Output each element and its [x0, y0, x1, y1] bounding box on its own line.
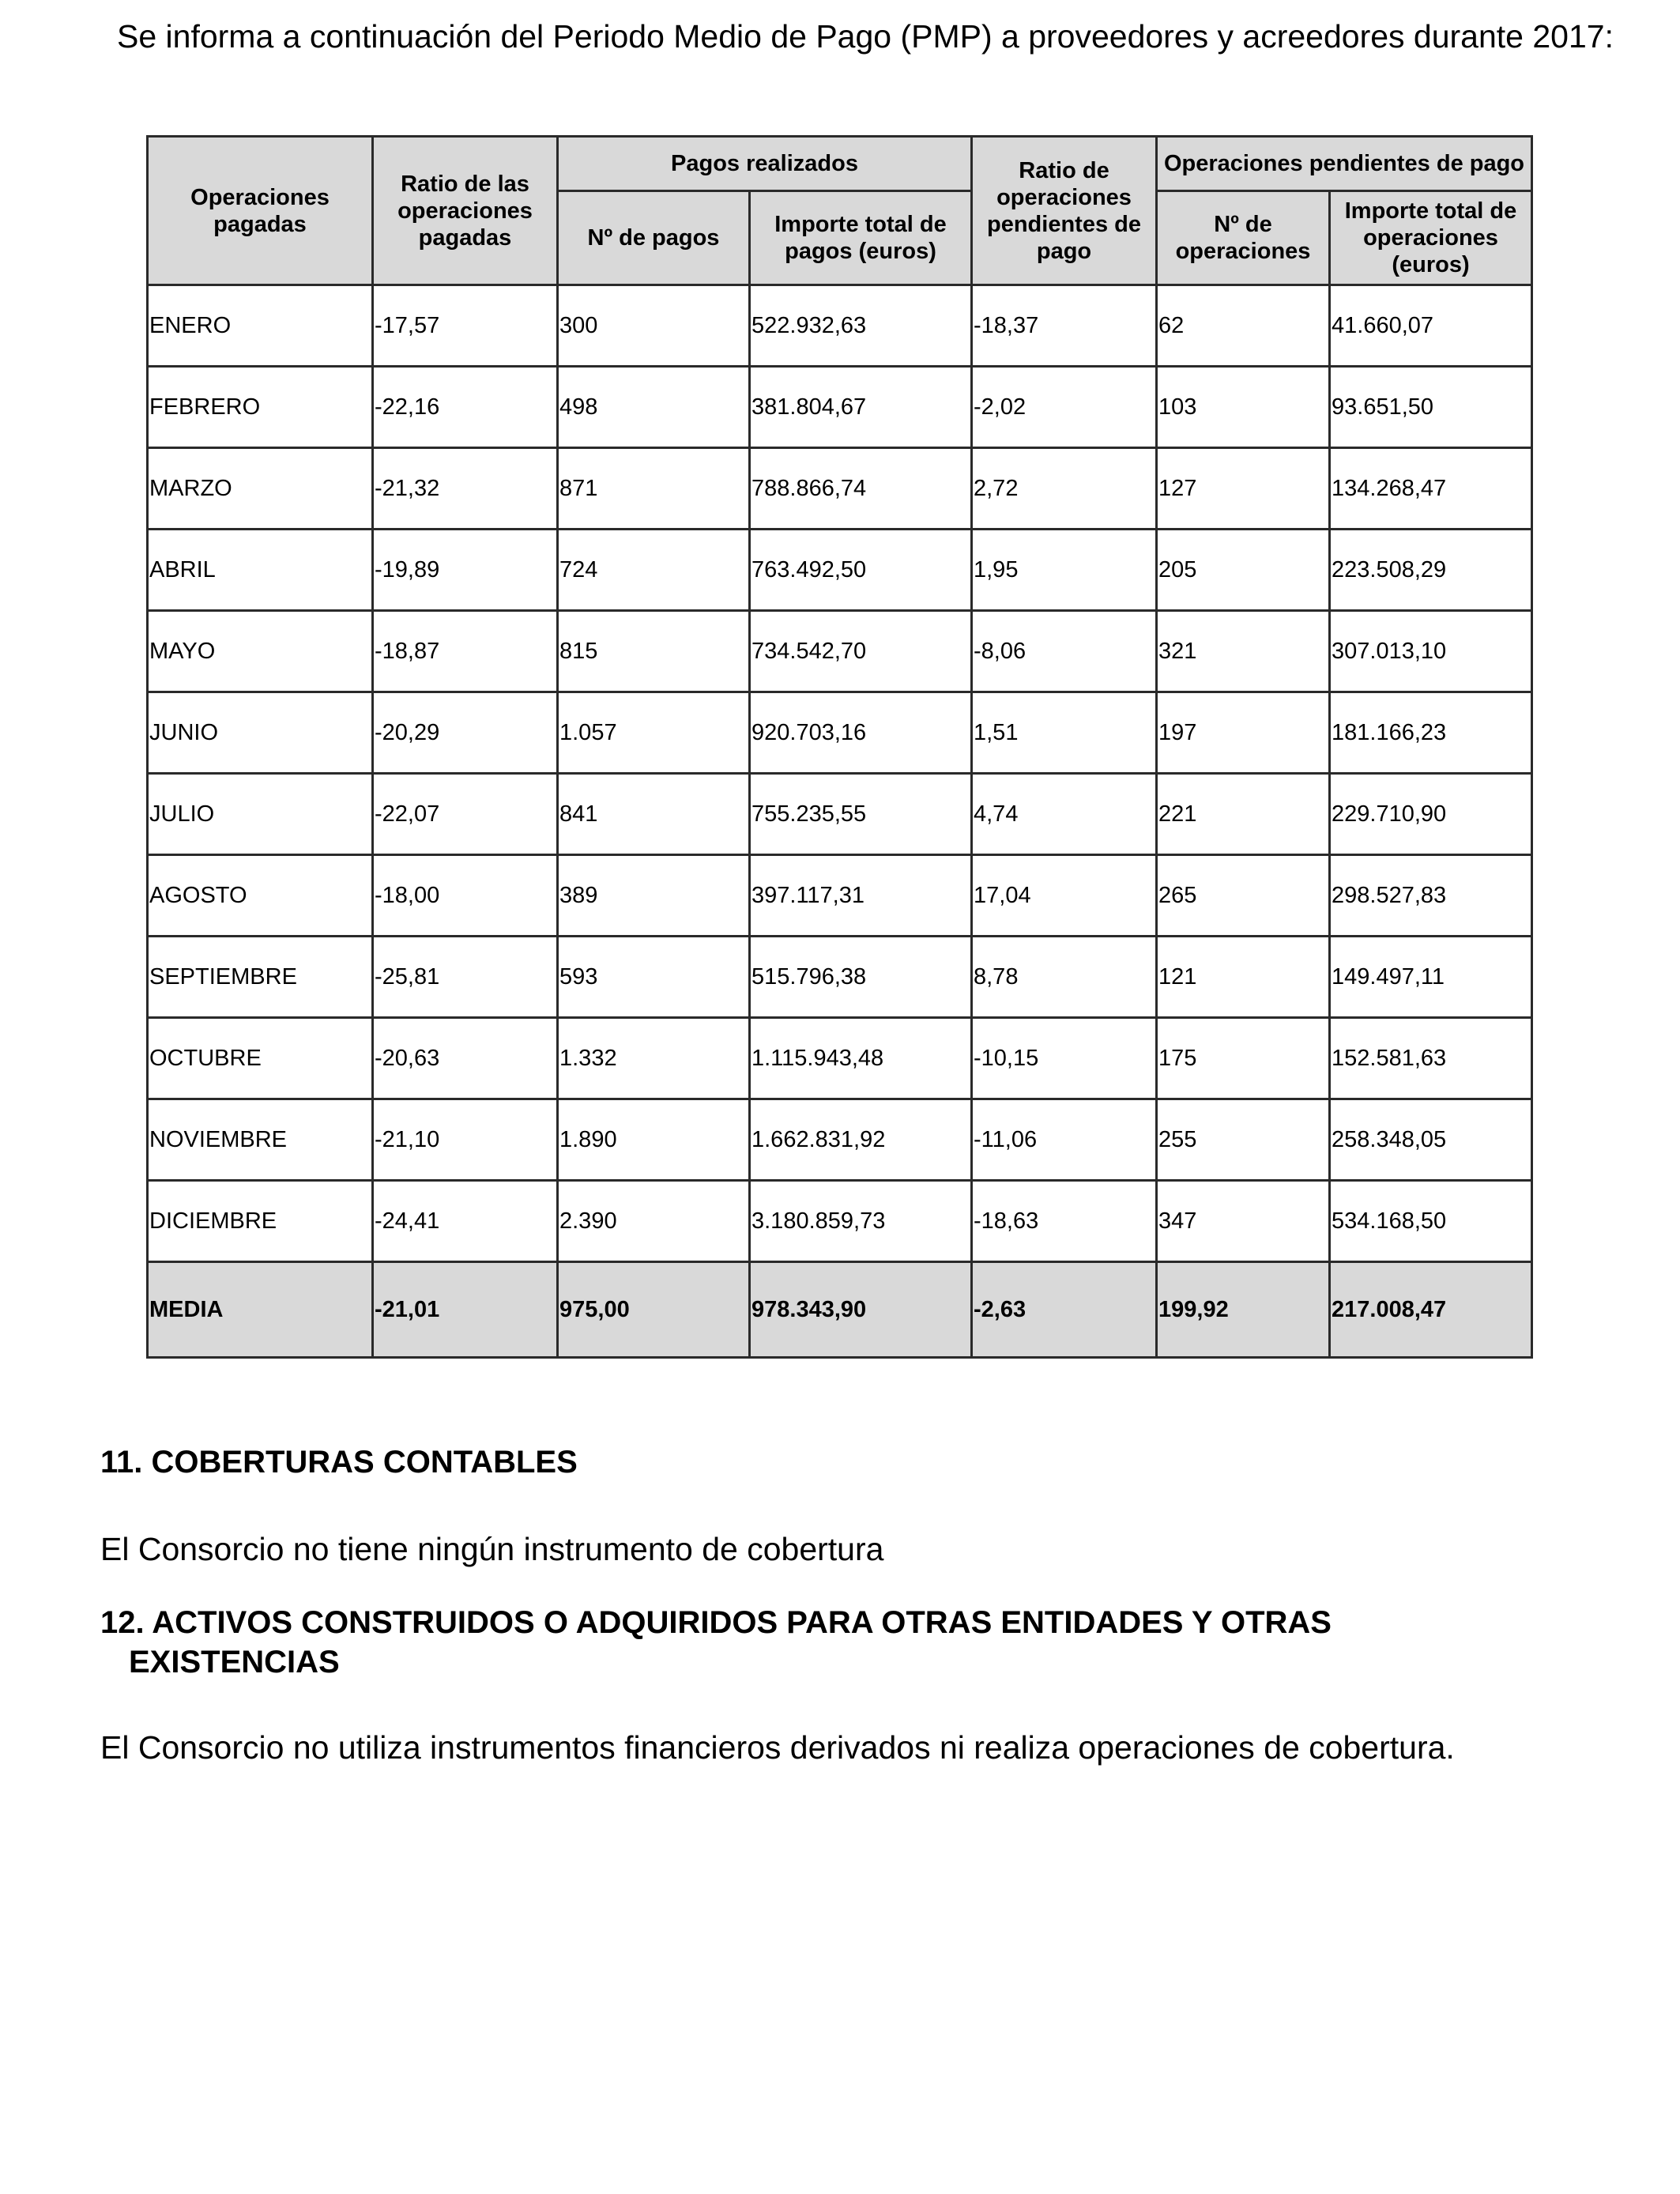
cell-n-operaciones: 62 — [1157, 285, 1330, 367]
table-row — [148, 774, 1532, 855]
cell-importe-pagos: 397.117,31 — [750, 855, 972, 937]
cell-importe-operaciones: 134.268,47 — [1330, 448, 1532, 530]
cell-importe-pagos: 788.866,74 — [750, 448, 972, 530]
cell-n-pagos: 593 — [558, 937, 750, 1018]
cell-ratio-pagadas: -25,81 — [373, 937, 558, 1018]
table-row — [148, 855, 1532, 937]
cell-mes: ENERO — [148, 285, 373, 367]
cell-ratio-pagadas: -24,41 — [373, 1181, 558, 1262]
cell-n-operaciones: 127 — [1157, 448, 1330, 530]
cell-n-pagos: 389 — [558, 855, 750, 937]
header-ratio-operaciones-pagadas: Ratio de las operaciones pagadas — [373, 137, 558, 285]
cell-importe-operaciones: 307.013,10 — [1330, 611, 1532, 692]
cell-n-operaciones: 197 — [1157, 692, 1330, 774]
header-pagos-realizados: Pagos realizados — [558, 137, 972, 191]
cell-ratio-pagadas: -17,57 — [373, 285, 558, 367]
cell-n-operaciones: 205 — [1157, 530, 1330, 611]
cell-n-pagos: 841 — [558, 774, 750, 855]
cell-ratio-pagadas: -18,87 — [373, 611, 558, 692]
cell-importe-operaciones: 223.508,29 — [1330, 530, 1532, 611]
table-row — [148, 530, 1532, 611]
cell-importe-operaciones: 181.166,23 — [1330, 692, 1532, 774]
cell-mes: OCTUBRE — [148, 1018, 373, 1099]
cell-ratio-pendientes: 1,51 — [972, 692, 1157, 774]
header-operaciones-pendientes: Operaciones pendientes de pago — [1157, 137, 1532, 191]
pmp-table-body — [148, 285, 1532, 1358]
cell-mes: MARZO — [148, 448, 373, 530]
cell-mes: JUNIO — [148, 692, 373, 774]
cell-mes: FEBRERO — [148, 367, 373, 448]
section-12-title — [100, 1603, 1586, 1682]
cell-n-operaciones: 221 — [1157, 774, 1330, 855]
cell-mes: MAYO — [148, 611, 373, 692]
section-12-title-line1: 12. ACTIVOS CONSTRUIDOS O ADQUIRIDOS PARA OTRAS ENTIDADES Y OTRAS — [100, 1605, 1332, 1640]
table-row — [148, 1099, 1532, 1181]
cell-importe-operaciones: 217.008,47 — [1330, 1262, 1532, 1358]
cell-mes: DICIEMBRE — [148, 1181, 373, 1262]
cell-ratio-pendientes: -11,06 — [972, 1099, 1157, 1181]
cell-mes: MEDIA — [148, 1262, 373, 1358]
header-operaciones-pagadas: Operaciones pagadas — [148, 137, 373, 285]
cell-n-pagos: 2.390 — [558, 1181, 750, 1262]
table-row — [148, 285, 1532, 367]
cell-ratio-pendientes: -18,63 — [972, 1181, 1157, 1262]
cell-ratio-pagadas: -20,63 — [373, 1018, 558, 1099]
cell-mes: JULIO — [148, 774, 373, 855]
header-importe-total-operaciones: Importe total de operaciones (euros) — [1330, 191, 1532, 285]
cell-n-pagos: 1.332 — [558, 1018, 750, 1099]
cell-importe-operaciones: 41.660,07 — [1330, 285, 1532, 367]
cell-n-pagos: 1.057 — [558, 692, 750, 774]
cell-ratio-pagadas: -20,29 — [373, 692, 558, 774]
cell-ratio-pendientes: -2,63 — [972, 1262, 1157, 1358]
cell-importe-pagos: 1.115.943,48 — [750, 1018, 972, 1099]
cell-importe-operaciones: 258.348,05 — [1330, 1099, 1532, 1181]
cell-importe-pagos: 978.343,90 — [750, 1262, 972, 1358]
cell-mes: AGOSTO — [148, 855, 373, 937]
cell-ratio-pendientes: 2,72 — [972, 448, 1157, 530]
cell-ratio-pagadas: -18,00 — [373, 855, 558, 937]
cell-ratio-pendientes: 1,95 — [972, 530, 1157, 611]
cell-n-pagos: 724 — [558, 530, 750, 611]
cell-importe-pagos: 755.235,55 — [750, 774, 972, 855]
cell-n-operaciones: 103 — [1157, 367, 1330, 448]
table-row — [148, 1018, 1532, 1099]
table-row — [148, 1181, 1532, 1262]
cell-n-pagos: 498 — [558, 367, 750, 448]
cell-importe-operaciones: 93.651,50 — [1330, 367, 1532, 448]
cell-importe-pagos: 1.662.831,92 — [750, 1099, 972, 1181]
cell-importe-operaciones: 229.710,90 — [1330, 774, 1532, 855]
cell-n-operaciones: 255 — [1157, 1099, 1330, 1181]
table-row — [148, 448, 1532, 530]
cell-ratio-pagadas: -22,16 — [373, 367, 558, 448]
cell-ratio-pagadas: -21,01 — [373, 1262, 558, 1358]
cell-n-pagos: 871 — [558, 448, 750, 530]
section-11-text: El Consorcio no tiene ningún instrumento de cobertura — [100, 1531, 884, 1567]
cell-mes: SEPTIEMBRE — [148, 937, 373, 1018]
cell-importe-pagos: 381.804,67 — [750, 367, 972, 448]
table-row — [148, 611, 1532, 692]
cell-n-operaciones: 347 — [1157, 1181, 1330, 1262]
cell-ratio-pendientes: -2,02 — [972, 367, 1157, 448]
cell-n-operaciones: 121 — [1157, 937, 1330, 1018]
cell-importe-operaciones: 298.527,83 — [1330, 855, 1532, 937]
cell-ratio-pagadas: -21,10 — [373, 1099, 558, 1181]
cell-importe-operaciones: 152.581,63 — [1330, 1018, 1532, 1099]
cell-ratio-pendientes: 4,74 — [972, 774, 1157, 855]
cell-n-pagos: 975,00 — [558, 1262, 750, 1358]
cell-mes: NOVIEMBRE — [148, 1099, 373, 1181]
cell-importe-pagos: 515.796,38 — [750, 937, 972, 1018]
section-12-text: El Consorcio no utiliza instrumentos financieros derivados ni realiza operaciones de cobertura. — [100, 1729, 1455, 1766]
pmp-table — [146, 135, 1533, 1359]
table-row — [148, 367, 1532, 448]
cell-n-operaciones: 321 — [1157, 611, 1330, 692]
cell-importe-operaciones: 534.168,50 — [1330, 1181, 1532, 1262]
header-importe-total-pagos: Importe total de pagos (euros) — [750, 191, 972, 285]
header-n-operaciones: Nº de operaciones — [1157, 191, 1330, 285]
cell-importe-pagos: 3.180.859,73 — [750, 1181, 972, 1262]
cell-n-operaciones: 199,92 — [1157, 1262, 1330, 1358]
cell-importe-pagos: 920.703,16 — [750, 692, 972, 774]
header-ratio-operaciones-pendientes: Ratio de operaciones pendientes de pago — [972, 137, 1157, 285]
cell-n-operaciones: 265 — [1157, 855, 1330, 937]
cell-n-pagos: 1.890 — [558, 1099, 750, 1181]
cell-ratio-pendientes: 8,78 — [972, 937, 1157, 1018]
cell-ratio-pendientes: -18,37 — [972, 285, 1157, 367]
cell-ratio-pendientes: -8,06 — [972, 611, 1157, 692]
cell-n-pagos: 300 — [558, 285, 750, 367]
cell-n-operaciones: 175 — [1157, 1018, 1330, 1099]
header-n-pagos: Nº de pagos — [558, 191, 750, 285]
section-12-title-line2: EXISTENCIAS — [129, 1645, 340, 1679]
table-row — [148, 937, 1532, 1018]
intro-paragraph: Se informa a continuación del Periodo Medio de Pago (PMP) a proveedores y acreedores durante 2017: — [117, 18, 1614, 55]
section-11-title: 11. COBERTURAS CONTABLES — [100, 1445, 578, 1480]
cell-importe-pagos: 734.542,70 — [750, 611, 972, 692]
cell-ratio-pendientes: 17,04 — [972, 855, 1157, 937]
table-row-media — [148, 1262, 1532, 1358]
cell-mes: ABRIL — [148, 530, 373, 611]
cell-ratio-pagadas: -19,89 — [373, 530, 558, 611]
cell-importe-operaciones: 149.497,11 — [1330, 937, 1532, 1018]
cell-ratio-pagadas: -21,32 — [373, 448, 558, 530]
table-row — [148, 692, 1532, 774]
cell-ratio-pendientes: -10,15 — [972, 1018, 1157, 1099]
cell-ratio-pagadas: -22,07 — [373, 774, 558, 855]
cell-importe-pagos: 522.932,63 — [750, 285, 972, 367]
cell-importe-pagos: 763.492,50 — [750, 530, 972, 611]
cell-n-pagos: 815 — [558, 611, 750, 692]
